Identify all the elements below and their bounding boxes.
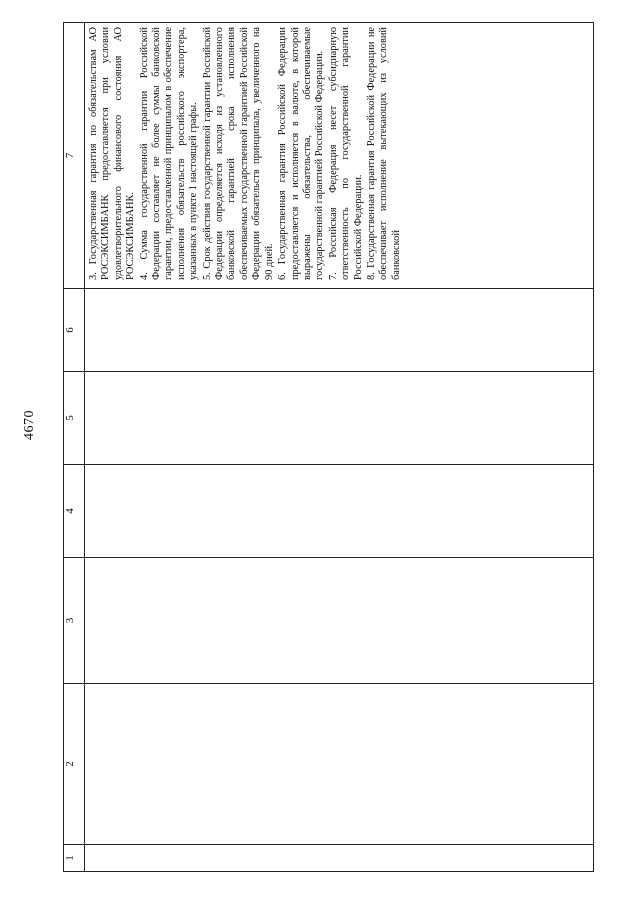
paragraph-6: 6. Государственная гарантия Российской Федерации предоставляется и исполняется в валюте, в которой выражены обязательства, обеспечиваемые государственной гарантией Российской Федерации. (277, 27, 326, 280)
cell-col-3 (85, 558, 594, 684)
paragraph-8: 8. Государственная гарантия Российской Федерации не обеспечивает исполнение вытекающих из условий банковской (365, 27, 402, 280)
cell-col-6 (85, 289, 594, 372)
paragraph-3: 3. Государственная гарантия по обязательствам АО РОСЭКСИМБАНК предоставляется при условии удовлетворительного финансового состояния АО РОСЭКСИМБАНК. (88, 27, 137, 280)
cell-col-4 (85, 465, 594, 558)
column-header-2: 2 (64, 684, 85, 845)
column-header-4: 4 (64, 465, 85, 558)
cell-col-1 (85, 845, 594, 872)
guarantee-conditions-text (85, 23, 403, 288)
paragraph-7: 7. Российская Федерация несет субсидиарную ответственность по государственной гарантии Российской Федерации. (327, 27, 364, 280)
column-header-6: 6 (64, 289, 85, 372)
page-number: 4670 (22, 410, 37, 440)
paragraph-4: 4. Сумма государственной гарантии Российской Федерации составляет не более суммы банковской гарантии, предоставленной принципалом в обеспечение исполнения обязательств российского экспортера, указанных в пункте 1 настоящей графы. (138, 27, 200, 280)
column-header-5: 5 (64, 372, 85, 465)
table-header-row (64, 23, 85, 872)
table-row (85, 23, 594, 872)
column-header-7: 7 (64, 23, 85, 289)
cell-col-7 (85, 23, 594, 289)
paragraph-5: 5. Срок действия государственной гарантии Российской Федерации определяется исходя из установленного банковской гарантией срока исполнения обеспечиваемых государственной гарантией Российской Федерации обязательств принципала, увеличенного на 90 дней. (201, 27, 275, 280)
column-header-1: 1 (64, 845, 85, 872)
cell-col-2 (85, 684, 594, 845)
document-table-rotated (63, 23, 593, 872)
column-header-3: 3 (64, 558, 85, 684)
document-table (63, 22, 594, 872)
cell-col-5 (85, 372, 594, 465)
